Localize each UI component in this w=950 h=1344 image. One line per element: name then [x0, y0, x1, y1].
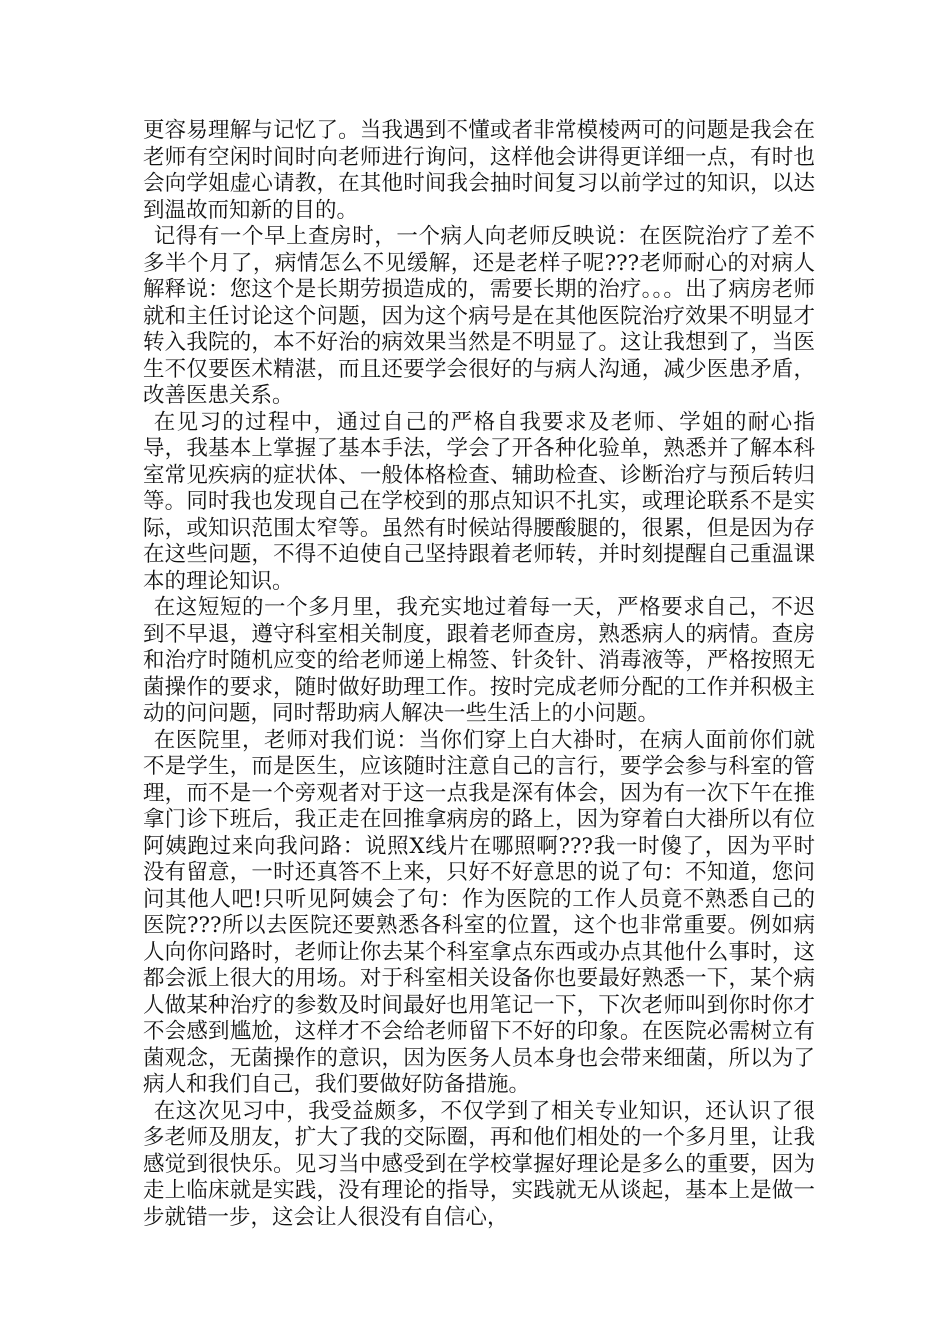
paragraph-1: 更容易理解与记忆了。当我遇到不懂或者非常模棱两可的问题是我会在老师有空闲时间时向老师进行询问，这样他会讲得更详细一点，有时也会向学姐虚心请教，在其他时间我会抽时间复习以前学过的知识，以达到温故而知新的目的。 [143, 118, 815, 223]
paragraph-5: 在医院里，老师对我们说：当你们穿上白大褂时，在病人面前你们就不是学生，而是医生，应该随时注意自己的言行，要学会参与科室的管理，而不是一个旁观者对于这一点我是深有体会，因为有一次下午在推拿门诊下班后，我正走在回推拿病房的路上，因为穿着白大褂所以有位阿姨跑过来向我问路：说照X线片在哪照啊???我一时傻了，因为平时没有留意，一时还真答不上来，只好不好意思的说了句：不知道，您问问其他人吧!只听见阿姨会了句：作为医院的工作人员竟不熟悉自己的医院???所以去医院还要熟悉各科室的位置，这个也非常重要。例如病人向你问路时，老师让你去某个科室拿点东西或办点其他什么事时，这都会派上很大的用场。对于科室相关设备你也要最好熟悉一下，某个病人做某种治疗的参数及时间最好也用笔记一下，下次老师叫到你时你才不会感到尴尬，这样才不会给老师留下不好的印象。在医院必需树立有菌观念，无菌操作的意识，因为医务人员本身也会带来细菌，所以为了病人和我们自己，我们要做好防备措施。 [143, 727, 815, 1097]
paragraph-4: 在这短短的一个多月里，我充实地过着每一天，严格要求自己，不迟到不早退，遵守科室相关制度，跟着老师查房，熟悉病人的病情。查房和治疗时随机应变的给老师递上棉签、针灸针、消毒液等，严格按照无菌操作的要求，随时做好助理工作。按时完成老师分配的工作并积极主动的问问题，同时帮助病人解决一些生活上的小问题。 [143, 595, 815, 726]
document-body [143, 118, 815, 1231]
paragraph-6: 在这次见习中，我受益颇多，不仅学到了相关专业知识，还认识了很多老师及朋友，扩大了我的交际圈，再和他们相处的一个多月里，让我感觉到很快乐。见习当中感受到在学校掌握好理论是多么的重要，因为走上临床就是实践，没有理论的指导，实践就无从谈起，基本上是做一步就错一步，这会让人很没有自信心， [143, 1098, 815, 1230]
paragraph-2: 记得有一个早上查房时，一个病人向老师反映说：在医院治疗了差不多半个月了，病情怎么不见缓解，还是老样子呢???老师耐心的对病人解释说：您这个是长期劳损造成的，需要长期的治疗。。。出了病房老师就和主任讨论这个问题，因为这个病号是在其他医院治疗效果不明显才转入我院的，本不好治的病效果当然是不明显了。这让我想到了，当医生不仅要医术精湛，而且还要学会很好的与病人沟通，减少医患矛盾，改善医患关系。 [143, 224, 815, 408]
paragraph-3: 在见习的过程中，通过自己的严格自我要求及老师、学姐的耐心指导，我基本上掌握了基本手法，学会了开各种化验单，熟悉并了解本科室常见疾病的症状体、一般体格检查、辅助检查、诊断治疗与预后转归等。同时我也发现自己在学校到的那点知识不扎实，或理论联系不是实际，或知识范围太窄等。虽然有时候站得腰酸腿的，很累，但是因为存在这些问题，不得不迫使自己坚持跟着老师转，并时刻提醒自己重温课本的理论知识。 [143, 409, 815, 594]
